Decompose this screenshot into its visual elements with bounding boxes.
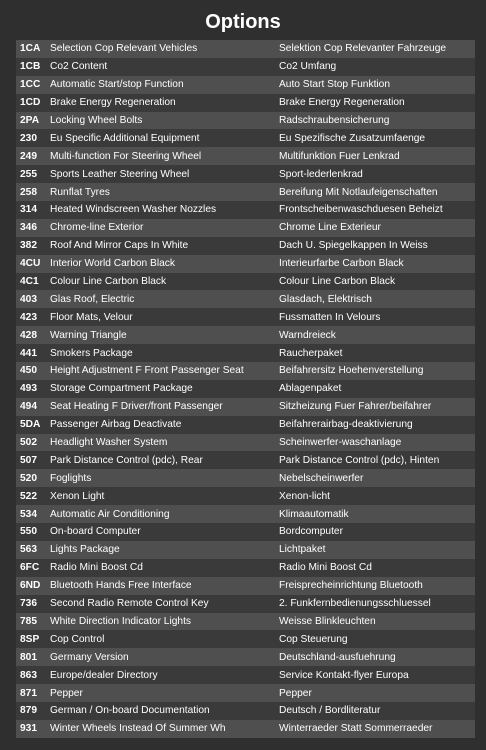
option-name-german: Auto Start Stop Funktion bbox=[279, 79, 390, 91]
table-row bbox=[16, 702, 475, 720]
option-code: 550 bbox=[20, 526, 37, 538]
table-row bbox=[16, 326, 475, 344]
table-row bbox=[16, 559, 475, 577]
option-name-english: German / On-board Documentation bbox=[50, 705, 210, 717]
option-name-german: Xenon-licht bbox=[279, 490, 330, 502]
option-code: 801 bbox=[20, 651, 37, 663]
table-row bbox=[16, 112, 475, 130]
option-name-english: Multi-function For Steering Wheel bbox=[50, 150, 202, 162]
option-name-english: Second Radio Remote Control Key bbox=[50, 598, 209, 610]
table-row bbox=[16, 362, 475, 380]
option-name-english: Runflat Tyres bbox=[50, 186, 110, 198]
option-name-german: Selektion Cop Relevanter Fahrzeuge bbox=[279, 43, 447, 55]
option-name-english: Brake Energy Regeneration bbox=[50, 97, 176, 109]
table-row bbox=[16, 541, 475, 559]
table-row bbox=[16, 469, 475, 487]
option-code: 428 bbox=[20, 329, 37, 341]
option-name-german: Chrome Line Exterieur bbox=[279, 222, 381, 234]
option-name-english: Selection Cop Relevant Vehicles bbox=[50, 43, 198, 55]
option-name-german: Lichtpaket bbox=[279, 544, 326, 556]
option-name-german: Bordcomputer bbox=[279, 526, 343, 538]
option-name-english: Smokers Package bbox=[50, 347, 133, 359]
table-row bbox=[16, 613, 475, 631]
option-name-german: Sitzheizung Fuer Fahrer/beifahrer bbox=[279, 401, 432, 413]
option-name-english: Roof And Mirror Caps In White bbox=[50, 240, 189, 252]
option-name-german: Co2 Umfang bbox=[279, 61, 337, 73]
option-name-english: Glas Roof, Electric bbox=[50, 293, 135, 305]
option-name-english: Headlight Washer System bbox=[50, 437, 168, 449]
option-name-german: Service Kontakt-flyer Europa bbox=[279, 669, 409, 681]
option-code: 5DA bbox=[20, 419, 41, 431]
option-code: 450 bbox=[20, 365, 37, 377]
option-code: 403 bbox=[20, 293, 37, 305]
page-title: Options bbox=[205, 11, 281, 33]
option-name-english: Winter Wheels Instead Of Summer Wh bbox=[50, 723, 226, 735]
option-name-english: Pepper bbox=[50, 687, 83, 699]
option-code: 441 bbox=[20, 347, 37, 359]
option-code: 230 bbox=[20, 132, 37, 144]
option-code: 879 bbox=[20, 705, 37, 717]
options-table bbox=[16, 40, 475, 738]
option-name-english: Europe/dealer Directory bbox=[50, 669, 158, 681]
option-name-german: Raucherpaket bbox=[279, 347, 343, 359]
option-name-english: Passenger Airbag Deactivate bbox=[50, 419, 182, 431]
table-row bbox=[16, 183, 475, 201]
option-name-german: Sport-lederlenkrad bbox=[279, 168, 363, 180]
option-name-english: Interior World Carbon Black bbox=[50, 258, 175, 270]
option-name-english: Foglights bbox=[50, 472, 92, 484]
table-row bbox=[16, 219, 475, 237]
option-code: 507 bbox=[20, 454, 37, 466]
option-code: 346 bbox=[20, 222, 37, 234]
option-name-german: Radio Mini Boost Cd bbox=[279, 562, 372, 574]
option-name-english: Height Adjustment F Front Passenger Seat bbox=[50, 365, 244, 377]
option-name-english: Automatic Air Conditioning bbox=[50, 508, 170, 520]
table-row bbox=[16, 684, 475, 702]
option-code: 520 bbox=[20, 472, 37, 484]
option-code: 1CC bbox=[20, 79, 41, 91]
option-name-english: Cop Control bbox=[50, 633, 105, 645]
table-row bbox=[16, 380, 475, 398]
option-code: 534 bbox=[20, 508, 37, 520]
option-name-german: Weisse Blinkleuchten bbox=[279, 615, 376, 627]
option-name-english: Eu Specific Additional Equipment bbox=[50, 132, 200, 144]
table-row bbox=[16, 648, 475, 666]
option-name-english: Sports Leather Steering Wheel bbox=[50, 168, 190, 180]
option-name-german: Beifahrerairbag-deaktivierung bbox=[279, 419, 413, 431]
option-name-german: Radschraubensicherung bbox=[279, 115, 390, 126]
table-row bbox=[16, 595, 475, 613]
table-row bbox=[16, 94, 475, 112]
option-name-english: Germany Version bbox=[50, 651, 129, 663]
option-name-english: Seat Heating F Driver/front Passenger bbox=[50, 401, 223, 413]
option-name-english: Colour Line Carbon Black bbox=[50, 276, 167, 288]
table-row bbox=[16, 577, 475, 595]
option-name-german: Cop Steuerung bbox=[279, 633, 348, 645]
option-name-german: Deutsch / Bordliteratur bbox=[279, 705, 381, 717]
option-name-english: Floor Mats, Velour bbox=[50, 311, 133, 323]
option-name-german: Brake Energy Regeneration bbox=[279, 97, 405, 109]
option-name-german: Bereifung Mit Notlaufeigenschaften bbox=[279, 186, 438, 198]
table-row bbox=[16, 434, 475, 452]
option-name-german: Ablagenpaket bbox=[279, 383, 342, 395]
option-name-german: Winterraeder Statt Sommerraeder bbox=[279, 723, 433, 735]
table-row bbox=[16, 165, 475, 183]
option-code: 493 bbox=[20, 383, 37, 395]
option-name-german: Dach U. Spiegelkappen In Weiss bbox=[279, 240, 428, 252]
option-code: 931 bbox=[20, 723, 37, 735]
option-name-english: Xenon Light bbox=[50, 490, 105, 502]
option-name-german: Beifahrersitz Hoehenverstellung bbox=[279, 365, 424, 377]
option-code: 494 bbox=[20, 401, 37, 413]
table-row bbox=[16, 344, 475, 362]
option-code: 736 bbox=[20, 598, 37, 610]
option-code: 522 bbox=[20, 490, 37, 502]
table-row bbox=[16, 255, 475, 273]
option-code: 423 bbox=[20, 311, 37, 323]
option-code: 785 bbox=[20, 615, 37, 627]
option-name-english: On-board Computer bbox=[50, 526, 141, 538]
table-row bbox=[16, 308, 475, 326]
option-code: 249 bbox=[20, 150, 37, 162]
option-name-german: Deutschland-ausfuehrung bbox=[279, 651, 396, 663]
option-code: 4CU bbox=[20, 258, 41, 270]
option-code: 4C1 bbox=[20, 276, 39, 288]
table-row bbox=[16, 666, 475, 684]
option-name-german: Park Distance Control (pdc), Hinten bbox=[279, 454, 440, 466]
option-name-german: Eu Spezifische Zusatzumfaenge bbox=[279, 132, 426, 144]
option-code: 871 bbox=[20, 687, 37, 699]
table-row bbox=[16, 129, 475, 147]
option-code: 863 bbox=[20, 669, 37, 681]
option-name-german: Pepper bbox=[279, 687, 312, 699]
table-row bbox=[16, 237, 475, 255]
option-name-english: Radio Mini Boost Cd bbox=[50, 562, 143, 574]
option-code: 314 bbox=[20, 204, 37, 216]
table-row bbox=[16, 487, 475, 505]
option-name-german: Frontscheibenwaschduesen Beheizt bbox=[279, 204, 443, 216]
table-row bbox=[16, 398, 475, 416]
option-name-german: Multifunktion Fuer Lenkrad bbox=[279, 150, 400, 162]
table-row bbox=[16, 58, 475, 76]
option-code: 6ND bbox=[20, 580, 41, 592]
table-row bbox=[16, 630, 475, 648]
option-name-english: Locking Wheel Bolts bbox=[50, 115, 143, 126]
option-name-german: Klimaautomatik bbox=[279, 508, 349, 520]
table-row bbox=[16, 76, 475, 94]
option-code: 255 bbox=[20, 168, 37, 180]
option-code: 8SP bbox=[20, 633, 40, 645]
option-code: 1CA bbox=[20, 43, 41, 55]
option-name-german: Warndreieck bbox=[279, 329, 336, 341]
table-row bbox=[16, 201, 475, 219]
table-row bbox=[16, 720, 475, 738]
option-code: 6FC bbox=[20, 562, 40, 574]
option-name-english: Co2 Content bbox=[50, 61, 108, 73]
table-row bbox=[16, 40, 475, 58]
option-name-english: Chrome-line Exterior bbox=[50, 222, 144, 234]
option-name-german: Nebelscheinwerfer bbox=[279, 472, 364, 484]
option-name-german: Interieurfarbe Carbon Black bbox=[279, 258, 404, 270]
option-name-german: Glasdach, Elektrisch bbox=[279, 293, 372, 305]
option-name-english: Lights Package bbox=[50, 544, 120, 556]
option-code: 502 bbox=[20, 437, 37, 449]
table-row bbox=[16, 147, 475, 165]
option-name-german: Scheinwerfer-waschanlage bbox=[279, 437, 402, 449]
option-name-german: Colour Line Carbon Black bbox=[279, 276, 396, 288]
option-name-german: Fussmatten In Velours bbox=[279, 311, 381, 323]
option-code: 258 bbox=[20, 186, 37, 198]
option-name-english: Park Distance Control (pdc), Rear bbox=[50, 454, 203, 466]
option-name-english: Storage Compartment Package bbox=[50, 383, 193, 395]
option-name-english: Heated Windscreen Washer Nozzles bbox=[50, 204, 217, 216]
option-code: 563 bbox=[20, 544, 37, 556]
table-row bbox=[16, 416, 475, 434]
option-code: 1CD bbox=[20, 97, 41, 109]
option-name-german: Freisprecheinrichtung Bluetooth bbox=[279, 580, 423, 592]
option-code: 2PA bbox=[20, 115, 40, 126]
table-row bbox=[16, 273, 475, 291]
table-row bbox=[16, 523, 475, 541]
table-row bbox=[16, 290, 475, 308]
table-row bbox=[16, 505, 475, 523]
option-code: 1CB bbox=[20, 61, 41, 73]
option-name-english: White Direction Indicator Lights bbox=[50, 615, 191, 627]
option-name-english: Warning Triangle bbox=[50, 329, 127, 341]
option-code: 382 bbox=[20, 240, 37, 252]
option-name-english: Automatic Start/stop Function bbox=[50, 79, 184, 91]
option-name-english: Bluetooth Hands Free Interface bbox=[50, 580, 192, 592]
table-row bbox=[16, 451, 475, 469]
option-name-german: 2. Funkfernbedienungsschluessel bbox=[279, 598, 431, 610]
